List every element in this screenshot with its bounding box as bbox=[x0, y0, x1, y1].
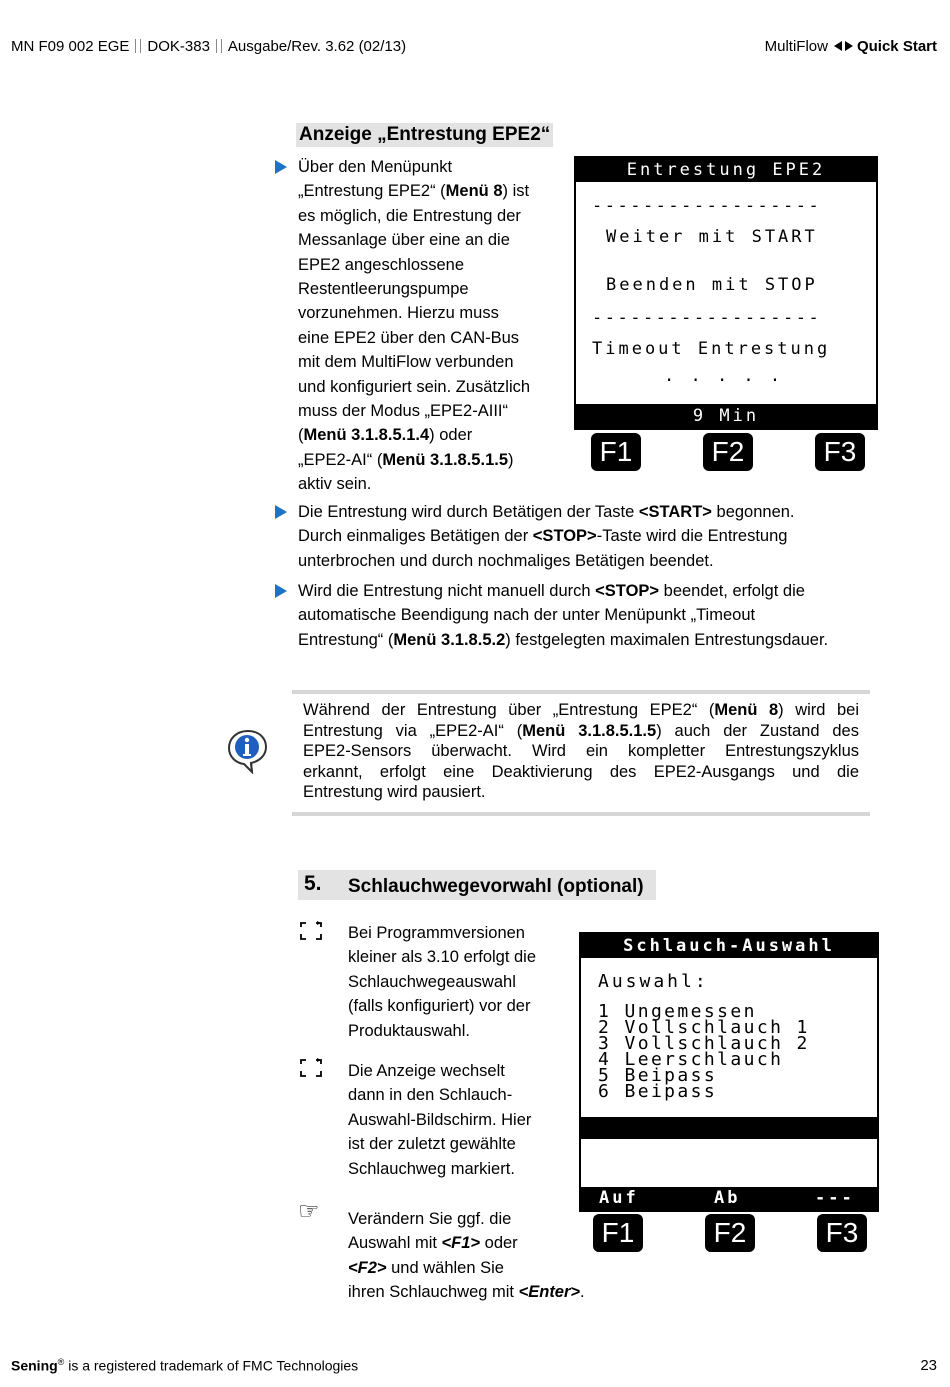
step-icon bbox=[299, 921, 323, 946]
triangle-right-icon bbox=[845, 41, 853, 51]
display-label: Auswahl: bbox=[598, 971, 709, 992]
section-number: 5. bbox=[304, 872, 322, 895]
header-right bbox=[765, 38, 937, 55]
f2-key[interactable]: F2 bbox=[705, 1214, 755, 1252]
text-line: kleiner als 3.10 erfolgt die bbox=[348, 948, 537, 967]
text-line: vorzunehmen. Hierzu muss bbox=[298, 304, 499, 323]
display-line-beenden: Beenden mit STOP bbox=[606, 275, 818, 295]
text-line: ist der zuletzt gewählte bbox=[348, 1135, 516, 1154]
section-title-schlauch: Schlauchwegevorwahl (optional) bbox=[348, 876, 644, 897]
f1-key[interactable]: F1 bbox=[593, 1214, 643, 1252]
option-item: 1 Ungemessen bbox=[598, 1001, 757, 1022]
text-line: es möglich, die Entrestung der bbox=[298, 206, 521, 225]
paragraph-lines bbox=[298, 155, 568, 497]
bullet-icon bbox=[275, 505, 287, 519]
f1-key[interactable]: F1 bbox=[591, 433, 641, 471]
text-line: (Menü 3.1.8.5.1.4) oder bbox=[298, 426, 473, 445]
text-line: aktiv sein. bbox=[298, 475, 372, 494]
option-item: 4 Leerschlauch bbox=[598, 1049, 784, 1070]
text-line: automatische Beendigung nach der unter Menüpunkt „Timeout bbox=[298, 606, 756, 625]
display-line-weiter: Weiter mit START bbox=[606, 227, 818, 247]
text-line: eine EPE2 über den CAN-Bus bbox=[298, 328, 520, 347]
text-line: EPE2-Sensors überwacht. Wird ein kompletter Entrestungszyklus bbox=[303, 742, 859, 760]
text-line: Während der Entrestung über „Entrestung EPE2“ (Menü 8) wird bei bbox=[303, 701, 860, 719]
header-left bbox=[11, 38, 406, 55]
display-divider-2: ------------------ bbox=[592, 308, 822, 328]
f2-key[interactable]: F2 bbox=[703, 433, 753, 471]
paragraph-timeout bbox=[298, 579, 918, 652]
text-line: Die Entrestung wird durch Betätigen der Taste <START> begonnen. bbox=[298, 503, 795, 521]
selection-bar bbox=[581, 1117, 877, 1139]
text-line: <F2> und wählen Sie bbox=[348, 1258, 504, 1277]
doc-id: MN F09 002 EGE bbox=[11, 38, 130, 55]
option-item: 2 Vollschlauch 1 bbox=[598, 1017, 810, 1038]
display-dots: . . . . . bbox=[664, 366, 784, 386]
note-text bbox=[303, 700, 859, 803]
text-line: Wird die Entrestung nicht manuell durch <STOP> beendet, erfolgt die bbox=[298, 582, 805, 600]
text-line: Restentleerungspumpe bbox=[298, 280, 469, 299]
text-line: „Entrestung EPE2“ (Menü 8) ist bbox=[298, 182, 530, 201]
display-line-timeout: Timeout Entrestung bbox=[592, 339, 831, 359]
bullet-icon bbox=[275, 160, 287, 174]
brand-name: Sening bbox=[11, 1357, 58, 1374]
text-line: Durch einmaliges Betätigen der <STOP>-Taste wird die Entrestung bbox=[298, 527, 788, 546]
text-line: (falls konfiguriert) vor der bbox=[348, 997, 531, 1016]
display-title: Entrestung EPE2 bbox=[576, 158, 876, 182]
lcd-display-schlauch bbox=[579, 932, 879, 1212]
trademark-text: is a registered trademark of FMC Technologies bbox=[64, 1357, 359, 1374]
option-item: 5 Beipass bbox=[598, 1065, 718, 1086]
product-name: MultiFlow bbox=[764, 38, 828, 55]
f3-key[interactable]: F3 bbox=[815, 433, 865, 471]
softkey-none: --- bbox=[815, 1188, 855, 1208]
text-line: und konfiguriert sein. Zusätzlich bbox=[298, 377, 531, 396]
text-line: EPE2 angeschlossene bbox=[298, 255, 465, 274]
softkey-auf: Auf bbox=[599, 1188, 639, 1208]
option-list bbox=[598, 1001, 810, 1102]
softkey-bar bbox=[581, 1187, 877, 1210]
footer-trademark bbox=[11, 1357, 358, 1374]
page-number: 23 bbox=[920, 1357, 937, 1374]
registered-mark: ® bbox=[57, 1357, 65, 1367]
step-1-text bbox=[348, 921, 568, 1043]
section-name: Quick Start bbox=[856, 38, 937, 55]
section-title-entrestung: Anzeige „Entrestung EPE2“ bbox=[296, 123, 553, 147]
step-2-text bbox=[348, 1059, 568, 1181]
info-icon bbox=[226, 728, 272, 779]
pointing-hand-icon: ☞ bbox=[298, 1198, 320, 1225]
option-item: 3 Vollschlauch 2 bbox=[598, 1033, 810, 1054]
text-line: ihren Schlauchweg mit <Enter>. bbox=[348, 1283, 585, 1302]
text-line: Produktauswahl. bbox=[348, 1021, 470, 1040]
text-line: Entrestung via „EPE2-AI“ (Menü 3.1.8.5.1.5) auch der Zustand des bbox=[303, 721, 859, 740]
softkey-ab: Ab bbox=[714, 1188, 741, 1208]
text-line: Entrestung wird pausiert. bbox=[303, 783, 486, 801]
text-line: muss der Modus „EPE2-AIII“ bbox=[298, 402, 508, 421]
option-item: 6 Beipass bbox=[598, 1081, 718, 1102]
text-line: Über den Menüpunkt bbox=[298, 158, 453, 176]
text-line: „EPE2-AI“ (Menü 3.1.8.5.1.5) bbox=[298, 450, 514, 469]
text-line: Auswahl mit <F1> oder bbox=[348, 1234, 518, 1253]
text-line: dann in den Schlauch- bbox=[348, 1086, 513, 1105]
section-5-heading bbox=[298, 870, 656, 900]
dok-number: DOK-383 bbox=[147, 38, 210, 55]
bullet-icon bbox=[275, 584, 287, 598]
f3-key[interactable]: F3 bbox=[817, 1214, 867, 1252]
text-line: Entrestung“ (Menü 3.1.8.5.2) festgelegten maximalen Entrestungsdauer. bbox=[298, 630, 829, 649]
triangle-left-icon bbox=[834, 41, 842, 51]
revision: Ausgabe/Rev. 3.62 (02/13) bbox=[227, 38, 407, 55]
text-line: Messanlage über eine an die bbox=[298, 231, 510, 250]
paragraph-start-stop bbox=[298, 500, 898, 573]
text-line: mit dem MultiFlow verbunden bbox=[298, 353, 514, 372]
step-3-text bbox=[348, 1207, 618, 1305]
lcd-display-entrestung bbox=[574, 156, 878, 430]
display-title: Schlauch-Auswahl bbox=[581, 934, 877, 958]
paragraph-entrestung-intro bbox=[298, 155, 568, 497]
text-line: erkannt, erfolgt eine Deaktivierung des EPE2-Ausgangs und die bbox=[303, 762, 859, 781]
display-status-bar: 9 Min bbox=[576, 404, 876, 428]
text-line: Die Anzeige wechselt bbox=[348, 1062, 505, 1080]
step-icon bbox=[299, 1058, 323, 1083]
text-line: Schlauchweg markiert. bbox=[348, 1159, 515, 1178]
display-divider: ------------------ bbox=[592, 196, 822, 216]
text-line: unterbrochen und durch nochmaliges Betätigen beendet. bbox=[298, 551, 714, 570]
text-line: Verändern Sie ggf. die bbox=[348, 1210, 512, 1228]
text-line: Schlauchwegeauswahl bbox=[348, 972, 516, 991]
text-line: Bei Programmversionen bbox=[348, 924, 525, 942]
text-line: Auswahl-Bildschirm. Hier bbox=[348, 1110, 532, 1129]
